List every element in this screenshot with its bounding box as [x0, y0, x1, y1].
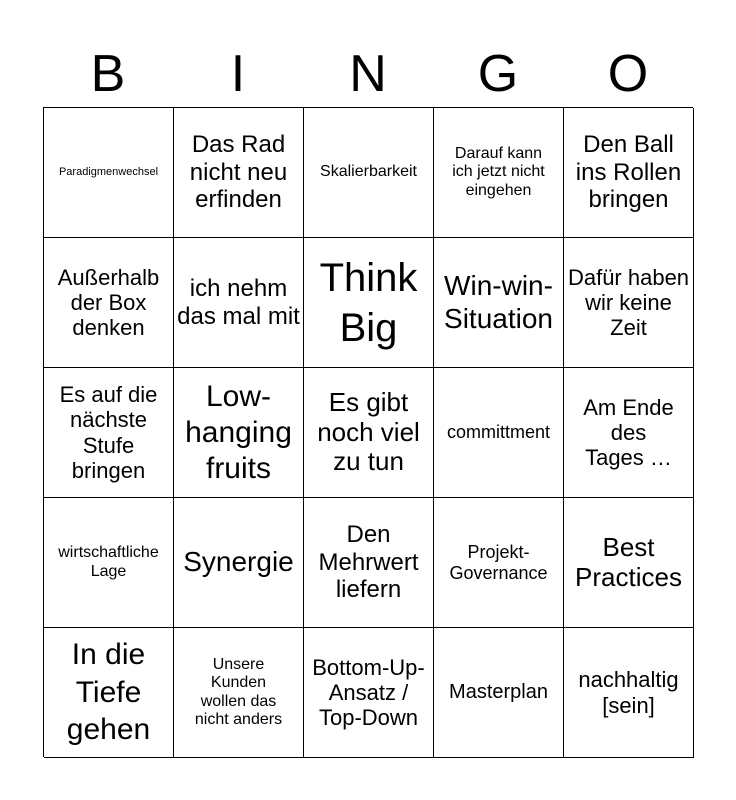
- cell-text: Think Big: [319, 255, 418, 350]
- cell-text: nachhaltig [sein]: [578, 667, 679, 718]
- cell-text: Darauf kann ich jetzt nicht eingehen: [452, 144, 545, 199]
- cell-text: In die Tiefe gehen: [66, 638, 151, 747]
- bingo-cell[interactable]: [44, 628, 174, 758]
- cell-text: committment: [446, 422, 551, 443]
- cell-text: Masterplan: [449, 681, 548, 703]
- bingo-header: [43, 40, 693, 108]
- bingo-cell[interactable]: [174, 368, 304, 498]
- bingo-cell[interactable]: [564, 108, 694, 238]
- bingo-cell[interactable]: [304, 108, 434, 238]
- cell-text: Best Practices: [575, 531, 682, 592]
- bingo-cell[interactable]: [434, 238, 564, 368]
- cell-text: Den Ball ins Rollen bringen: [575, 131, 682, 214]
- bingo-cell[interactable]: [174, 498, 304, 628]
- bingo-cell[interactable]: [304, 498, 434, 628]
- bingo-cell[interactable]: [174, 628, 304, 758]
- cell-text: Paradigmenwechsel: [58, 166, 159, 179]
- header-letter-g: G: [477, 45, 519, 103]
- bingo-cell[interactable]: [44, 368, 174, 498]
- cell-text: Synergie: [183, 546, 294, 578]
- cell-text: Skalierbarkeit: [320, 163, 417, 181]
- bingo-cell[interactable]: [304, 368, 434, 498]
- cell-text: Außerhalb der Box denken: [57, 264, 160, 341]
- cell-text: Das Rad nicht neu erfinden: [189, 131, 288, 214]
- bingo-cell[interactable]: [434, 498, 564, 628]
- bingo-cell[interactable]: [304, 628, 434, 758]
- bingo-cell[interactable]: [44, 498, 174, 628]
- bingo-cell[interactable]: [434, 628, 564, 758]
- header-letter-o: O: [607, 45, 649, 103]
- bingo-cell[interactable]: [304, 238, 434, 368]
- cell-text: Bottom-Up-Ansatz / Top-Down: [312, 654, 425, 731]
- cell-text: Low-hanging fruits: [185, 379, 292, 485]
- bingo-cell[interactable]: [564, 238, 694, 368]
- cell-text: Es auf die nächste Stufe bringen: [59, 381, 158, 483]
- bingo-cell[interactable]: [434, 108, 564, 238]
- bingo-cell[interactable]: [44, 108, 174, 238]
- header-letter-b: B: [90, 45, 126, 103]
- cell-text: Dafür haben wir keine Zeit: [567, 264, 690, 341]
- cell-text: ich nehm das mal mit: [177, 274, 300, 330]
- header-letter-i: I: [230, 45, 246, 103]
- cell-text: Den Mehrwert liefern: [318, 521, 419, 604]
- bingo-grid: [43, 107, 693, 757]
- bingo-cell[interactable]: [434, 368, 564, 498]
- cell-text: Unsere Kunden wollen das nicht anders: [194, 655, 283, 728]
- bingo-cell[interactable]: [174, 238, 304, 368]
- bingo-cell[interactable]: [564, 368, 694, 498]
- bingo-cell[interactable]: [564, 628, 694, 758]
- bingo-cell[interactable]: [44, 238, 174, 368]
- cell-text: Am Ende des Tages …: [583, 394, 674, 471]
- cell-text: Projekt-Governance: [449, 541, 548, 583]
- bingo-cell[interactable]: [174, 108, 304, 238]
- cell-text: wirtschaftliche Lage: [58, 544, 159, 580]
- cell-text: Win-win-Situation: [444, 270, 553, 334]
- bingo-cell[interactable]: [564, 498, 694, 628]
- cell-text: Es gibt noch viel zu tun: [317, 386, 420, 477]
- header-letter-n: N: [349, 45, 387, 103]
